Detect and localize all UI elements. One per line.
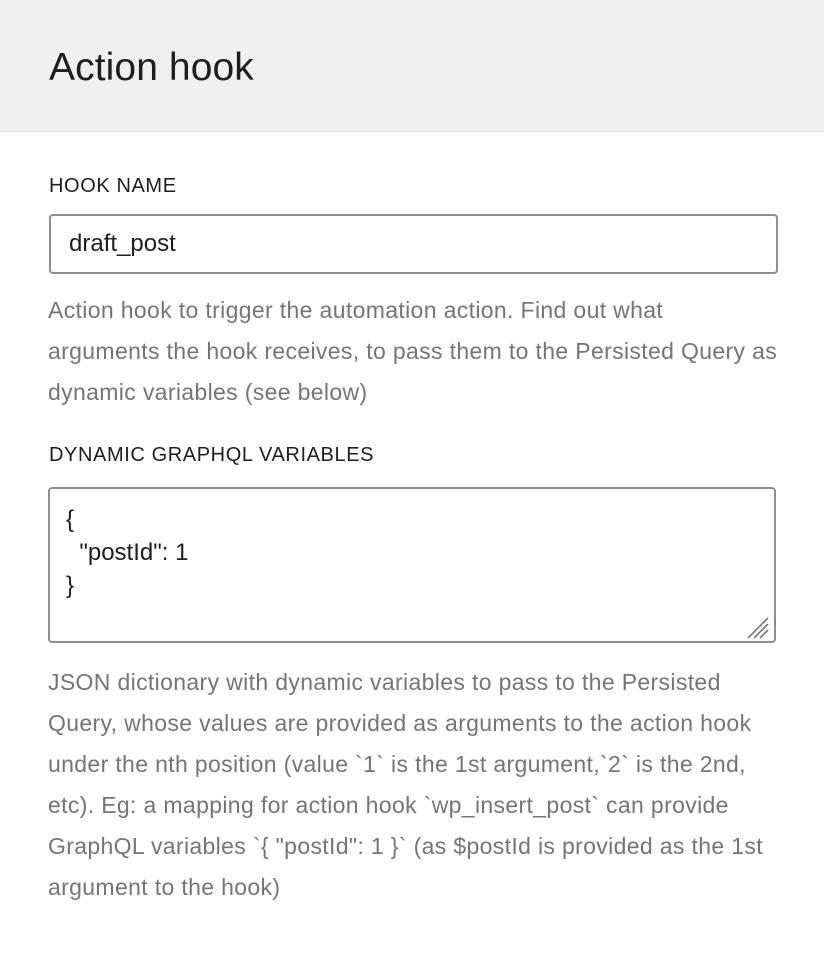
hook-name-input[interactable] [49, 214, 778, 274]
dynamic-variables-label: DYNAMIC GRAPHQL VARIABLES [49, 444, 375, 466]
dynamic-variables-help-text: JSON dictionary with dynamic variables to pass to the Persisted Query, whose values are provided as arguments to the action hook under the nth position (value `1` is the 1st argument,`2` is the 2nd, etc). Eg: a mapping for action hook `wp_insert_post` can provide GraphQL variables `{ "postId": 1 }` (as $postId is provided as the 1st argument to the hook) [48, 669, 764, 900]
resize-handle-icon[interactable] [744, 614, 770, 640]
hook-name-help-text: Action hook to trigger the automation action. Find out what arguments the hook receives, to pass them to the Persisted Query as dynamic variables (see below) [48, 297, 778, 405]
panel-header [0, 0, 824, 132]
hook-name-label: HOOK NAME [49, 175, 177, 197]
dynamic-variables-textarea[interactable] [48, 487, 776, 643]
panel-title: Action hook [49, 46, 254, 89]
